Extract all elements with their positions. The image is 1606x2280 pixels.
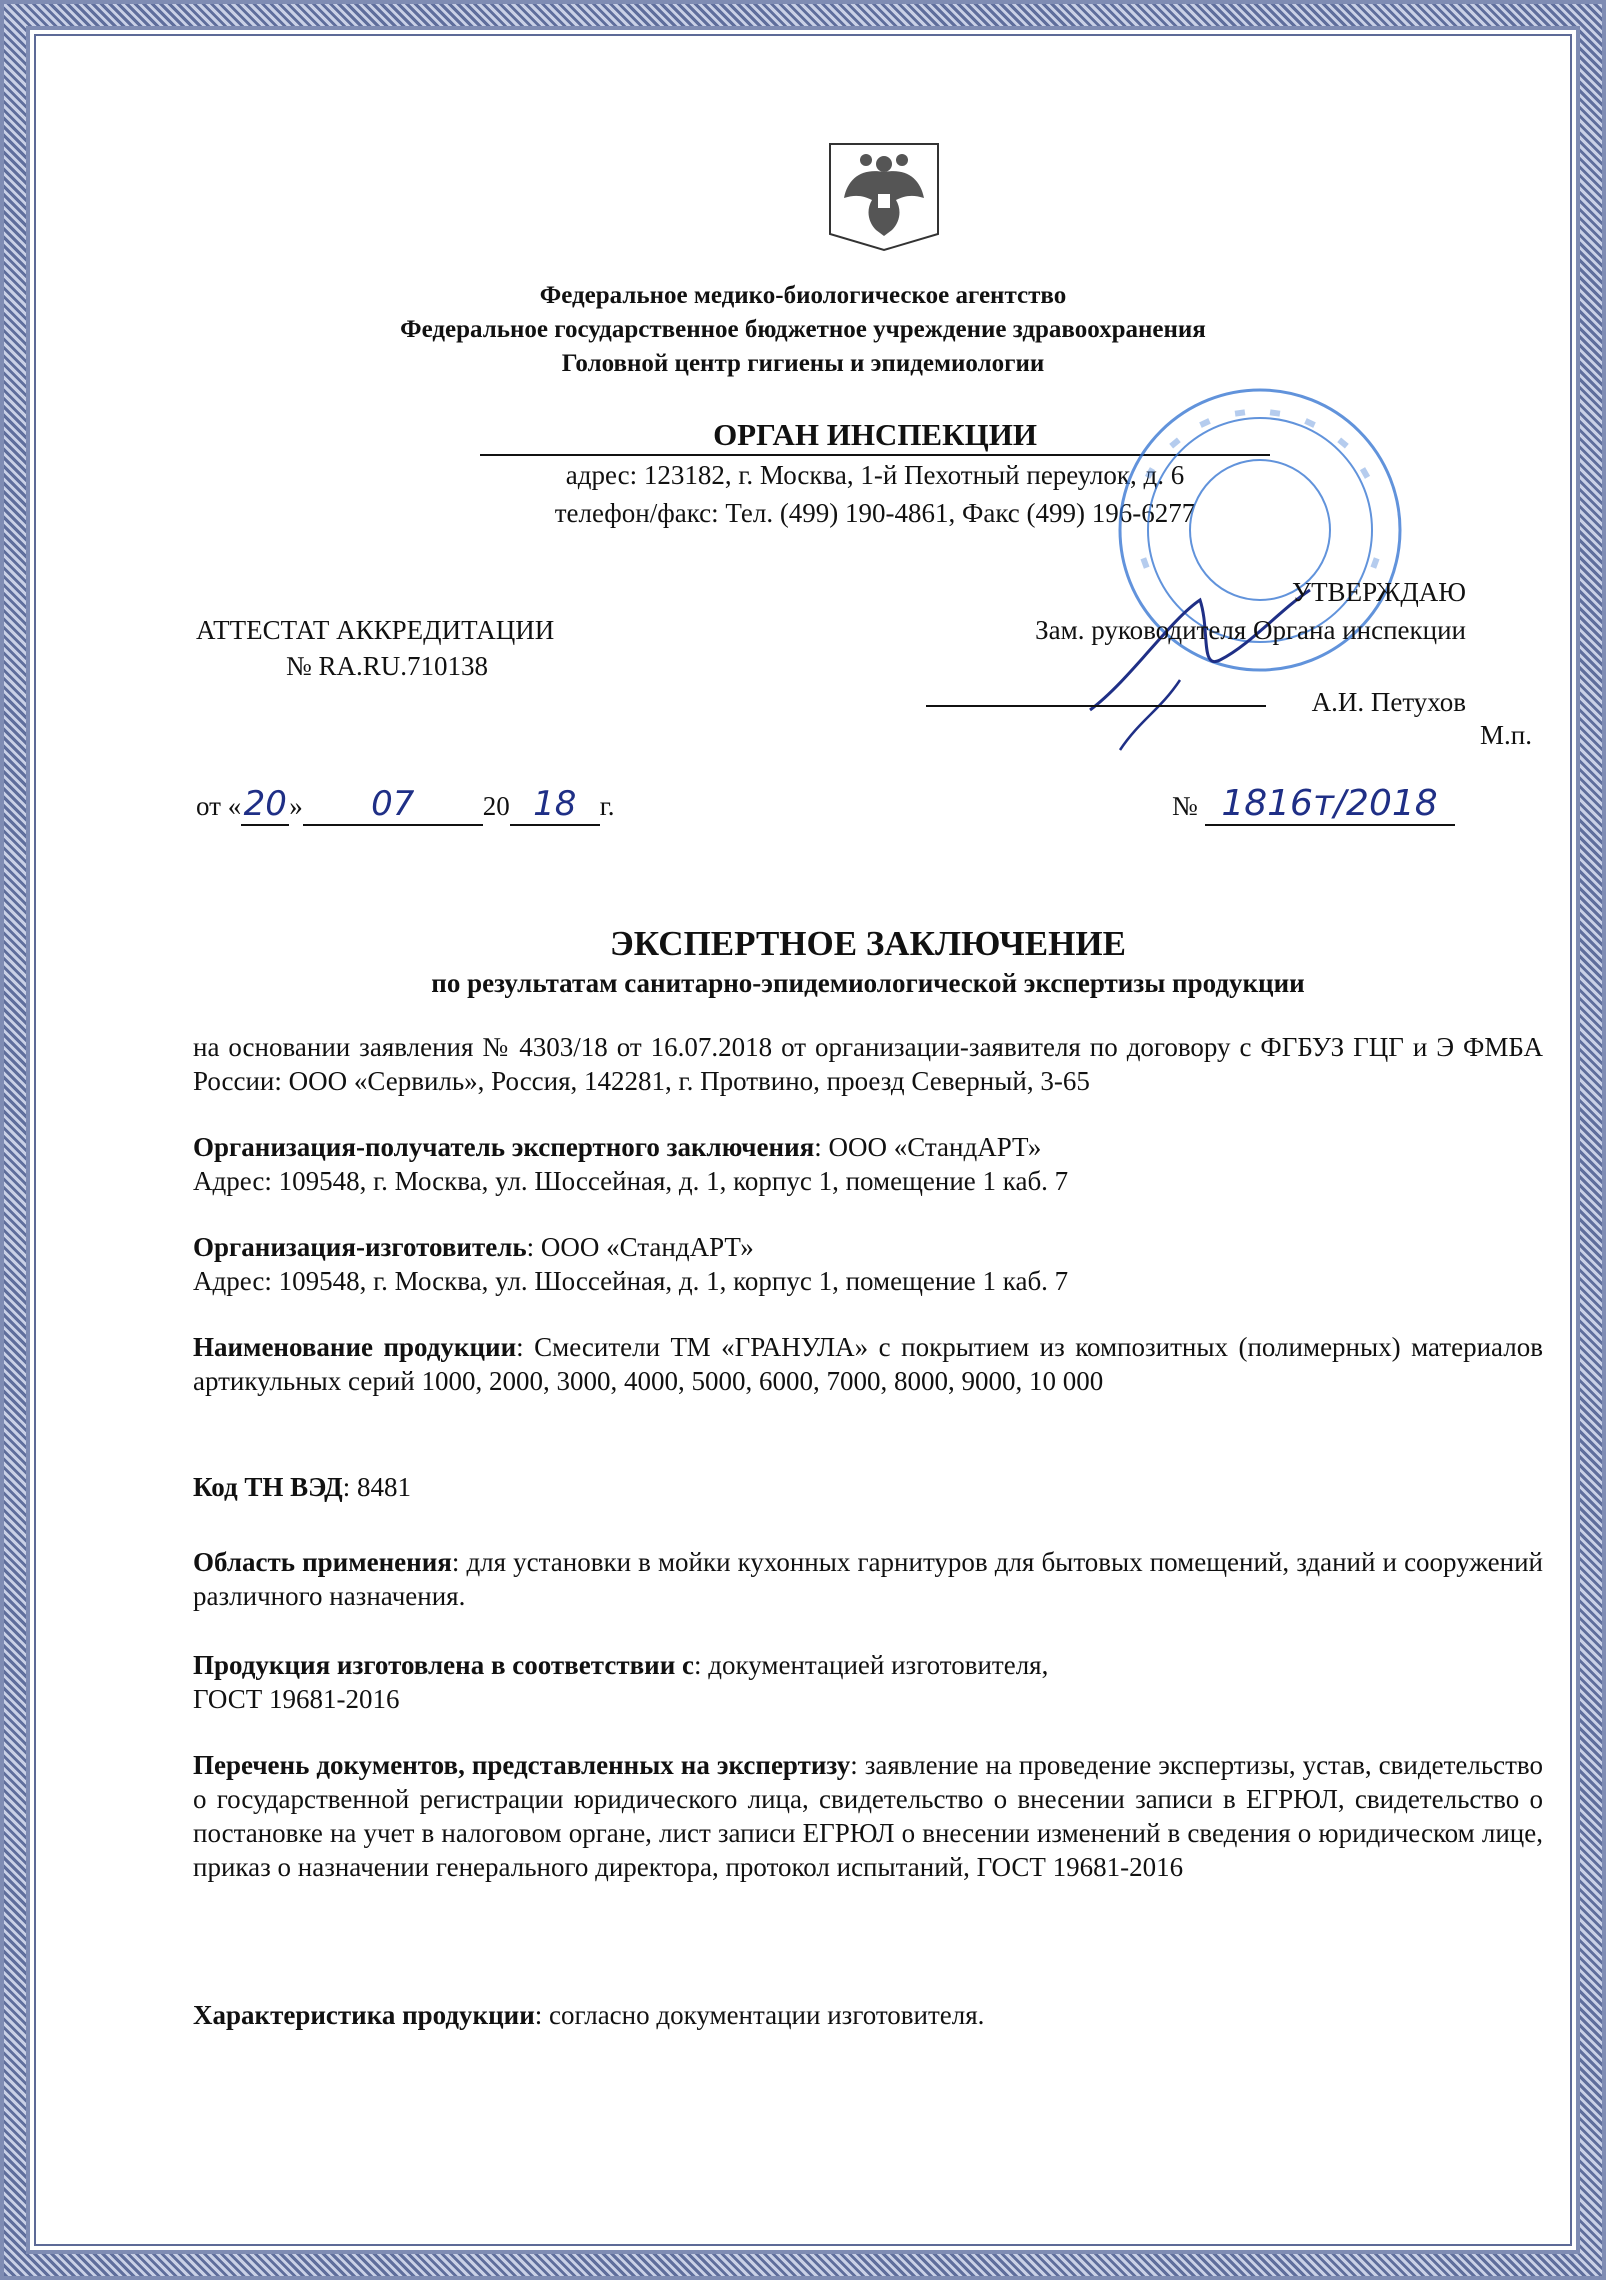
conformity-label: Продукция изготовлена в соответствии с bbox=[193, 1650, 695, 1680]
characteristics-value: : согласно документации изготовителя. bbox=[534, 2000, 985, 2030]
recipient-block bbox=[193, 1130, 1543, 1198]
date-prefix: от « bbox=[196, 791, 242, 821]
recipient-label: Организация-получатель экспертного заключения bbox=[193, 1132, 815, 1162]
organ-address: адрес: 123182, г. Москва, 1-й Пехотный переулок, д. 6 bbox=[565, 460, 1185, 490]
document-title: ЭКСПЕРТНОЕ ЗАКЛЮЧЕНИЕ bbox=[610, 924, 1126, 963]
manufacturer-address: Адрес: 109548, г. Москва, ул. Шоссейная, д. 1, корпус 1, помещение 1 каб. 7 bbox=[193, 1266, 1069, 1296]
organ-title: ОРГАН ИНСПЕКЦИИ bbox=[480, 417, 1270, 456]
date-mid: » bbox=[289, 791, 303, 821]
accreditation-number: № RA.RU.710138 bbox=[286, 651, 489, 681]
approver-position: Зам. руководителя Органа инспекции bbox=[1035, 615, 1466, 645]
document-subtitle: по результатам санитарно-эпидемиологической экспертизы продукции bbox=[431, 968, 1305, 998]
document-date bbox=[196, 784, 614, 826]
date-month: 07 bbox=[303, 784, 483, 826]
date-year: 18 bbox=[510, 784, 600, 826]
date-suffix: г. bbox=[599, 791, 615, 821]
product-label: Наименование продукции bbox=[193, 1332, 517, 1362]
institution-name: Федеральное государственное бюджетное учреждение здравоохранения bbox=[400, 316, 1206, 343]
accreditation-label: АТТЕСТАТ АККРЕДИТАЦИИ bbox=[196, 615, 555, 645]
conformity-gost: ГОСТ 19681-2016 bbox=[193, 1684, 400, 1714]
manufacturer-value: : ООО «СтандАРТ» bbox=[526, 1232, 754, 1262]
seal-place-label: М.п. bbox=[1480, 720, 1532, 750]
recipient-value: : ООО «СтандАРТ» bbox=[814, 1132, 1042, 1162]
document-number bbox=[1172, 784, 1455, 826]
number-value: 1816т/2018 bbox=[1205, 784, 1455, 826]
center-name: Головной центр гигиены и эпидемиологии bbox=[561, 350, 1045, 377]
documents-label: Перечень документов, представленных на экспертизу bbox=[193, 1750, 851, 1780]
date-day: 20 bbox=[241, 784, 289, 826]
documents-value: : заявление на проведение экспертизы, устав, свидетельство о государственной регистрации юридического лица, свидетельство о внесении записи в ЕГРЮЛ, свидетельство о постановке на учет в налоговом органе, лист записи ЕГРЮЛ о внесении изменений в сведения о юридическом лице, приказ о назначении генерального директора, протокол испытаний, ГОСТ 19681-2016 bbox=[193, 1750, 1543, 1882]
characteristics-label: Характеристика продукции bbox=[193, 2000, 535, 2030]
product-block bbox=[193, 1330, 1543, 1398]
coat-of-arms-emblem bbox=[822, 138, 946, 254]
code-value: : 8481 bbox=[342, 1472, 412, 1502]
scope-value: : для установки в мойки кухонных гарнитуров для бытовых помещений, зданий и сооружений различного назначения. bbox=[193, 1547, 1543, 1611]
conformity-value: : документацией изготовителя, bbox=[694, 1650, 1049, 1680]
basis-paragraph: на основании заявления № 4303/18 от 16.07.2018 от организации-заявителя по договору с ФГБУЗ ГЦГ и Э ФМБА России: ООО «Сервиль», Россия, 142281, г. Протвино, проезд Северный, 3-65 bbox=[193, 1032, 1543, 1096]
conformity-block bbox=[193, 1648, 1543, 1716]
manufacturer-block bbox=[193, 1230, 1543, 1298]
scope-block bbox=[193, 1545, 1543, 1613]
manufacturer-label: Организация-изготовитель bbox=[193, 1232, 527, 1262]
documents-block bbox=[193, 1748, 1543, 1884]
number-prefix: № bbox=[1172, 791, 1198, 821]
characteristics-block bbox=[193, 1998, 1543, 2032]
product-value: : Смесители ТМ «ГРАНУЛА» с покрытием из композитных (полимерных) материалов артикульных серий 1000, 2000, 3000, 4000, 5000, 6000, 7000, 8000, 9000, 10 000 bbox=[193, 1332, 1543, 1396]
agency-name: Федеральное медико-биологическое агентство bbox=[539, 282, 1067, 309]
scope-label: Область применения bbox=[193, 1547, 452, 1577]
code-label: Код ТН ВЭД bbox=[193, 1472, 343, 1502]
approver-name: А.И. Петухов bbox=[1311, 687, 1466, 717]
date-year-prefix: 20 bbox=[482, 791, 510, 821]
organ-phone: телефон/факс: Тел. (499) 190-4861, Факс (499) 196-6277 bbox=[554, 498, 1196, 528]
recipient-address: Адрес: 109548, г. Москва, ул. Шоссейная, д. 1, корпус 1, помещение 1 каб. 7 bbox=[193, 1166, 1069, 1196]
approve-label: УТВЕРЖДАЮ bbox=[1291, 577, 1466, 607]
code-block bbox=[193, 1470, 1543, 1504]
